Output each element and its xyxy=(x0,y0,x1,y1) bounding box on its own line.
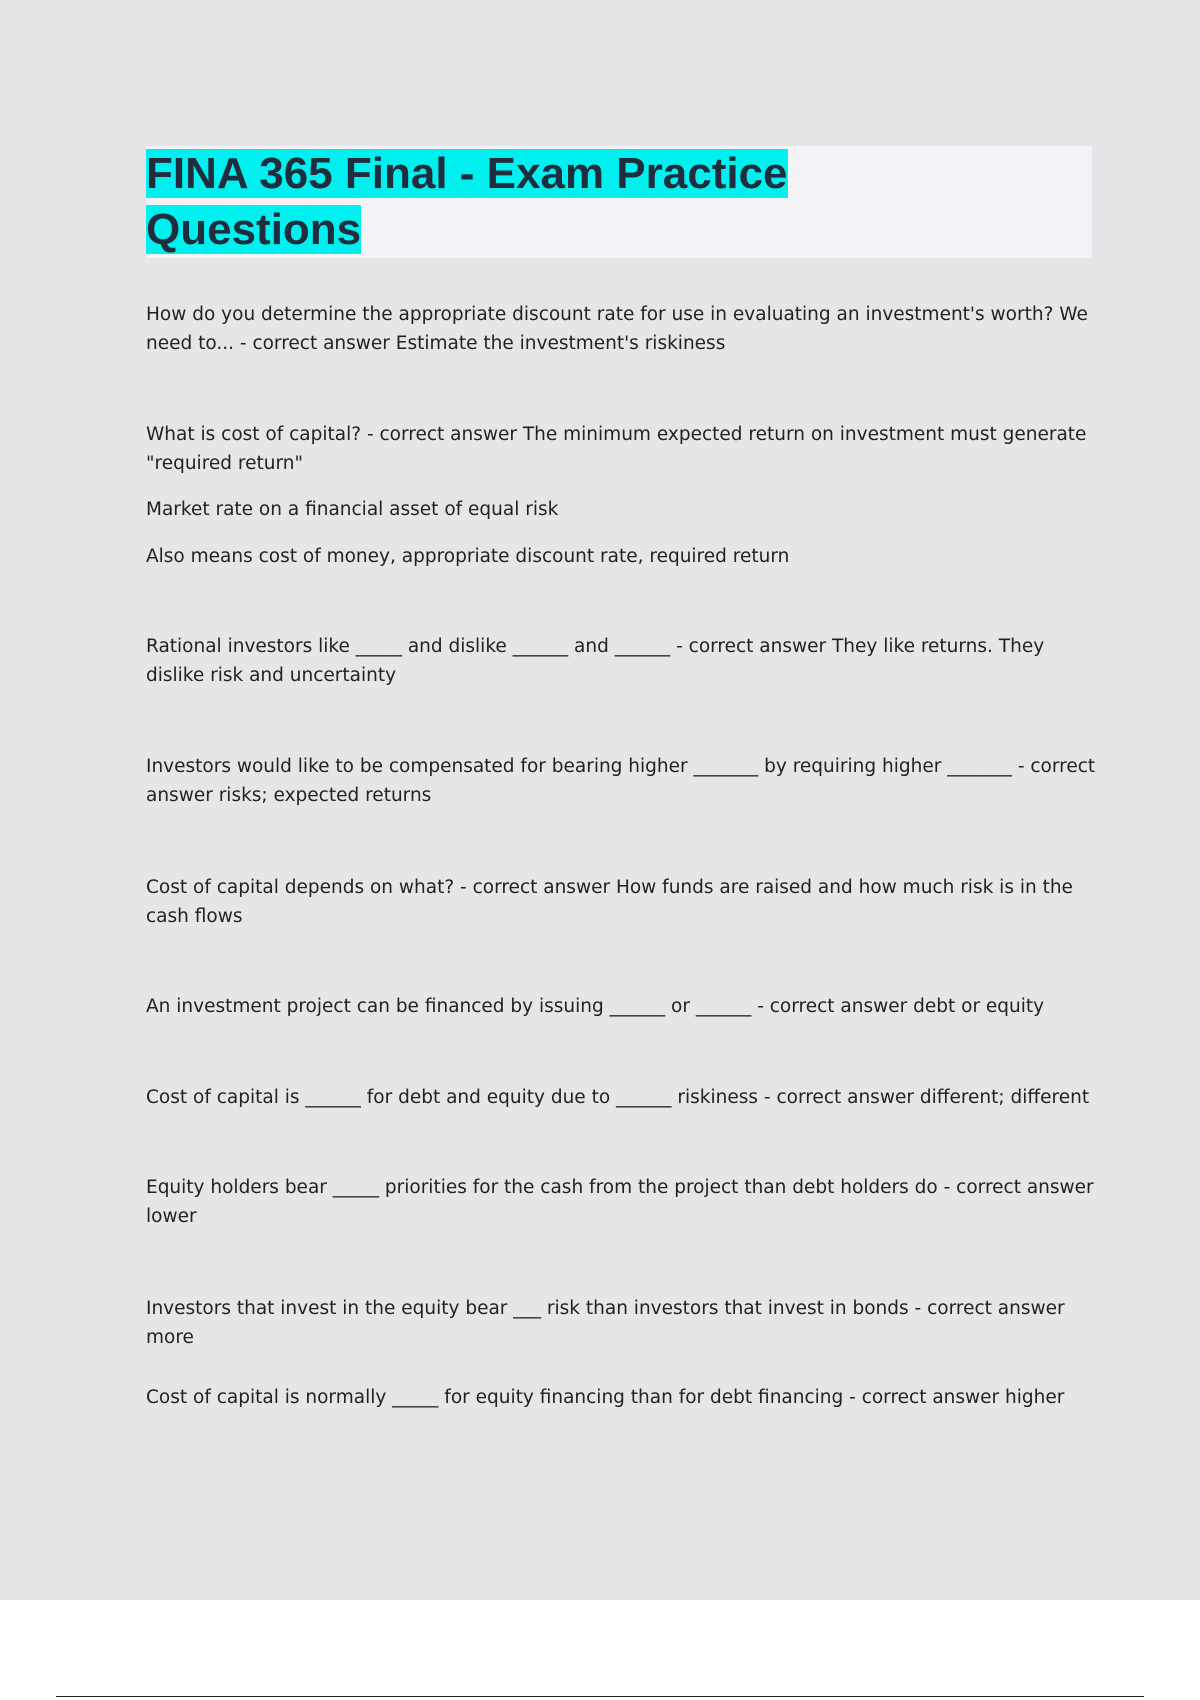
qa-entry: Investors that invest in the equity bear ___ risk than investors that invest in bonds - correct answer more xyxy=(146,1298,1065,1348)
qa-entry: What is cost of capital? - correct answer The minimum expected return on investment must generate "required return" xyxy=(146,424,1087,474)
qa-entry: Cost of capital is ______ for debt and equity due to ______ riskiness - correct answer different; different xyxy=(146,1087,1090,1108)
qa-entry: Market rate on a financial asset of equal risk xyxy=(146,499,559,520)
title-block xyxy=(146,146,1092,258)
qa-entry: Rational investors like _____ and dislike ______ and ______ - correct answer They like returns. They dislike risk and uncertainty xyxy=(146,636,1045,686)
qa-entry: An investment project can be financed by issuing ______ or ______ - correct answer debt or equity xyxy=(146,996,1045,1017)
qa-entry: Investors would like to be compensated for bearing higher _______ by requiring higher _______ - correct answer risks; expected returns xyxy=(146,756,1096,806)
qa-entry: Cost of capital is normally _____ for equity financing than for debt financing - correct answer higher xyxy=(146,1387,1065,1408)
document-title xyxy=(146,146,866,258)
footer-divider xyxy=(56,1696,1144,1697)
qa-entry: How do you determine the appropriate discount rate for use in evaluating an investment's worth? We need to... - correct answer Estimate the investment's riskiness xyxy=(146,304,1088,354)
qa-entry: Also means cost of money, appropriate discount rate, required return xyxy=(146,546,790,567)
document-title-text: FINA 365 Final - Exam Practice Questions xyxy=(146,149,788,254)
qa-entry: Cost of capital depends on what? - correct answer How funds are raised and how much risk is in the cash flows xyxy=(146,877,1073,927)
qa-entry: Equity holders bear _____ priorities for the cash from the project than debt holders do - correct answer lower xyxy=(146,1177,1094,1227)
